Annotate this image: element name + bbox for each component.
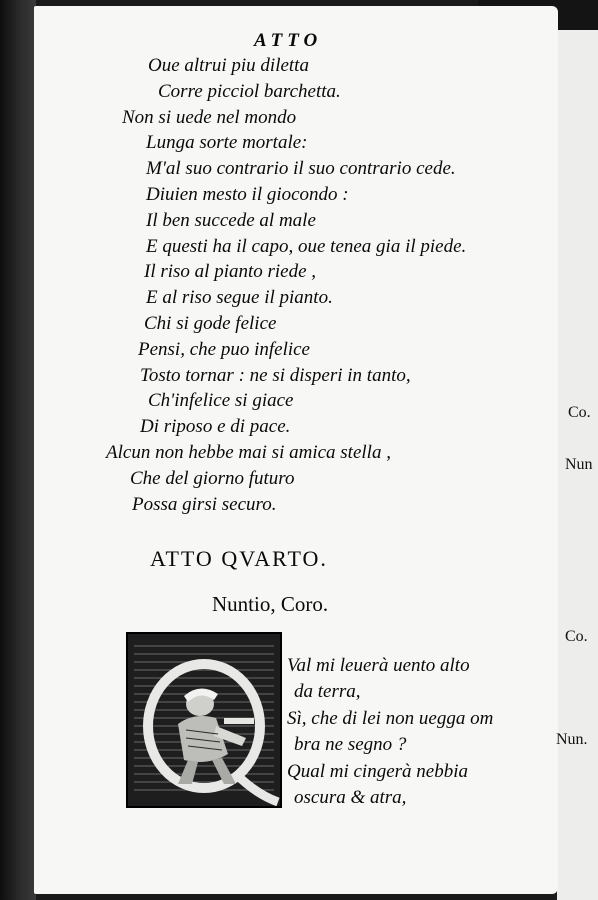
verse-line: oscura & atra, [294, 787, 407, 808]
margin-label-nuntio-1: Nun [565, 456, 593, 473]
verse-line: Il ben succede al male [146, 209, 316, 231]
verse-line: Lunga sorte mortale: [146, 132, 308, 154]
verse-line: da terra, [294, 681, 361, 703]
running-header: ATTO [254, 30, 323, 51]
verse-line: M'al suo contrario il suo contrario cede. [146, 158, 456, 180]
verse-line: Chi si gode felice [144, 313, 277, 334]
book-binding [0, 0, 36, 900]
verse-line: Corre picciol barchetta. [158, 80, 341, 102]
verse-line: Il riso al pianto riede , [144, 261, 317, 283]
woodcut-initial-q [126, 632, 282, 808]
verse-line: Val mi leuerà uento alto [287, 655, 470, 676]
verse-line: Ch'infelice si giace [148, 390, 294, 412]
verse-line: Oue altrui piu diletta [148, 55, 309, 76]
verse-line: bra ne segno ? [294, 734, 407, 756]
verse-line: Che del giorno futuro [130, 467, 295, 489]
verse-line: E al riso segue il pianto. [146, 287, 333, 309]
verse-line: Alcun non hebbe mai si amica stella , [106, 442, 391, 463]
speakers-heading: Nuntio, Coro. [212, 592, 329, 616]
verse-line: Pensi, che puo infelice [138, 338, 310, 360]
verse-line: Qual mi cingerà nebbia [287, 760, 469, 782]
margin-label-coro-2: Co. [565, 628, 588, 645]
margin-label-nuntio-2: Nun. [556, 731, 588, 748]
verse-line: Diuien mesto il giocondo : [146, 184, 349, 205]
woodcut-illustration [128, 634, 280, 806]
verse-line: Di riposo e di pace. [140, 416, 291, 438]
verse-line: Non si uede nel mondo [122, 106, 297, 128]
verse-line: Sì, che di lei non uegga om [287, 707, 494, 729]
margin-label-coro-1: Co. [568, 404, 591, 421]
verse-line: Tosto tornar : ne si disperi in tanto, [140, 364, 411, 386]
verse-line: Possa girsi securo. [132, 493, 277, 515]
verse-line: E questi ha il capo, oue tenea gia il piede. [146, 235, 467, 257]
act-title: ATTO QVARTO. [150, 546, 328, 571]
